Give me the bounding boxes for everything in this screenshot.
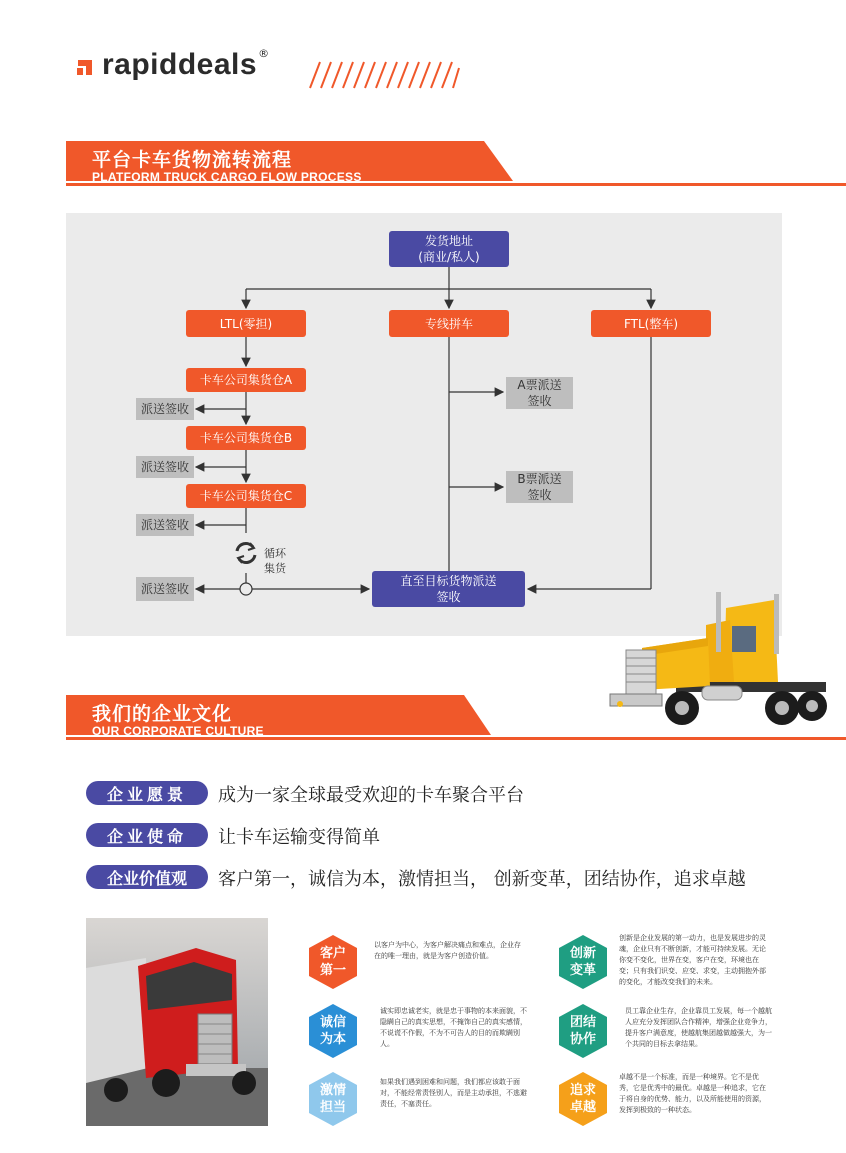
- node-ftl: FTL(整车): [591, 310, 711, 337]
- node-ticket-b: B票派送 签收: [506, 471, 573, 503]
- value-description: 员工靠企业生存，企业靠员工发展，每一个越航人应充分发挥团队合作精神，增强企业竞争力，提升客户满意度，使越航集团越做越强大，为一个共同的目标去拿结果。: [625, 1007, 772, 1048]
- node-deliver-2: 派送签收: [136, 456, 194, 478]
- logo-mark-icon: [76, 54, 96, 76]
- section-title-zh: 我们的企业文化: [92, 703, 233, 725]
- section-title-en: PLATFORM TRUCK CARGO FLOW PROCESS: [92, 170, 362, 184]
- vision-text: 成为一家全球最受欢迎的卡车聚合平台: [218, 785, 524, 806]
- cycle-icon: [237, 543, 255, 563]
- brand-logo: [76, 48, 269, 82]
- value-hexagon-customer-first: [308, 934, 358, 990]
- node-warehouse-c: 卡车公司集货仓C: [186, 484, 306, 508]
- node-ticket-a: A票派送 签收: [506, 377, 573, 409]
- value-hexagon-integrity: [308, 1003, 358, 1059]
- section-banner-culture: [66, 695, 846, 741]
- flowchart-panel: [66, 213, 782, 636]
- mission-text: 让卡车运输变得简单: [218, 827, 380, 848]
- node-origin: 发货地址 (商业/私人): [389, 231, 509, 267]
- value-hexagon-teamwork: [558, 1003, 608, 1059]
- value-hexagon-innovation: [558, 934, 608, 990]
- value-description: 以客户为中心，为客户解决痛点和难点，企业存在的唯一理由，就是为客户创造价值。: [374, 941, 521, 960]
- node-deliver-1: 派送签收: [136, 398, 194, 420]
- registered-mark: ®: [258, 46, 270, 60]
- node-warehouse-b: 卡车公司集货仓B: [186, 426, 306, 450]
- node-ltl: LTL(零担): [186, 310, 306, 337]
- value-label: 客户 第一: [319, 946, 346, 978]
- red-truck-photo: [86, 918, 268, 1126]
- value-description: 创新是企业发展的第一动力，也是发展进步的灵魂，企业只有不断创新，才能可持续发展。无论你变不变化，世界在变，客户在变，环境也在变；只有我们识变、应变、求变，主动拥抱外部的变化，才能改变我们的未来。: [619, 934, 766, 986]
- section-title-en: OUR CORPORATE CULTURE: [92, 724, 264, 738]
- values-text: 客户第一，诚信为本，激情担当， 创新变革，团结协作，追求卓越: [218, 869, 746, 890]
- value-label: 追求 卓越: [569, 1083, 596, 1115]
- value-label: 创新 变革: [569, 946, 596, 978]
- value-hexagon-passion: [308, 1071, 358, 1127]
- value-description: 卓越不是一个标准，而是一种境界。它不是优秀，它是优秀中的最优。卓越是一种追求，它在于将自身的优势、能力，以及所能使用的资源，发挥到极致的一种状态。: [619, 1073, 766, 1114]
- value-label: 激情 担当: [319, 1083, 346, 1115]
- cycle-label: 循环 集货: [264, 547, 286, 575]
- value-description: 如果我们遇到困难和问题，我们都应该敢于面对，不能经常责怪别人，而是主动承担，不逃避责任，不塞责任。: [380, 1078, 527, 1108]
- brand-name: rapiddeals: [102, 48, 258, 81]
- vision-label: 企业愿景: [86, 781, 208, 805]
- node-direct: 直至目标货物派送 签收: [372, 571, 525, 607]
- values-label: 企业价值观: [86, 865, 208, 889]
- section-title-zh: 平台卡车货物流转流程: [92, 149, 293, 171]
- decorative-slashes: [302, 60, 462, 90]
- node-deliver-4: 派送签收: [136, 577, 194, 601]
- node-dedicated: 专线拼车: [389, 310, 509, 337]
- value-label: 团结 协作: [569, 1015, 596, 1047]
- node-deliver-3: 派送签收: [136, 514, 194, 536]
- node-warehouse-a: 卡车公司集货仓A: [186, 368, 306, 392]
- value-label: 诚信 为本: [319, 1015, 346, 1047]
- value-hexagon-excellence: [558, 1071, 608, 1127]
- mission-label: 企业使命: [86, 823, 208, 847]
- value-description: 诚实即忠诚老实，就是忠于事物的本来面貌，不隐瞒自己的真实思想，不掩饰自己的真实感情，不说谎不作假，不为不可告人的目的而欺瞒别人。: [380, 1007, 527, 1048]
- section-banner-flow: [66, 141, 846, 187]
